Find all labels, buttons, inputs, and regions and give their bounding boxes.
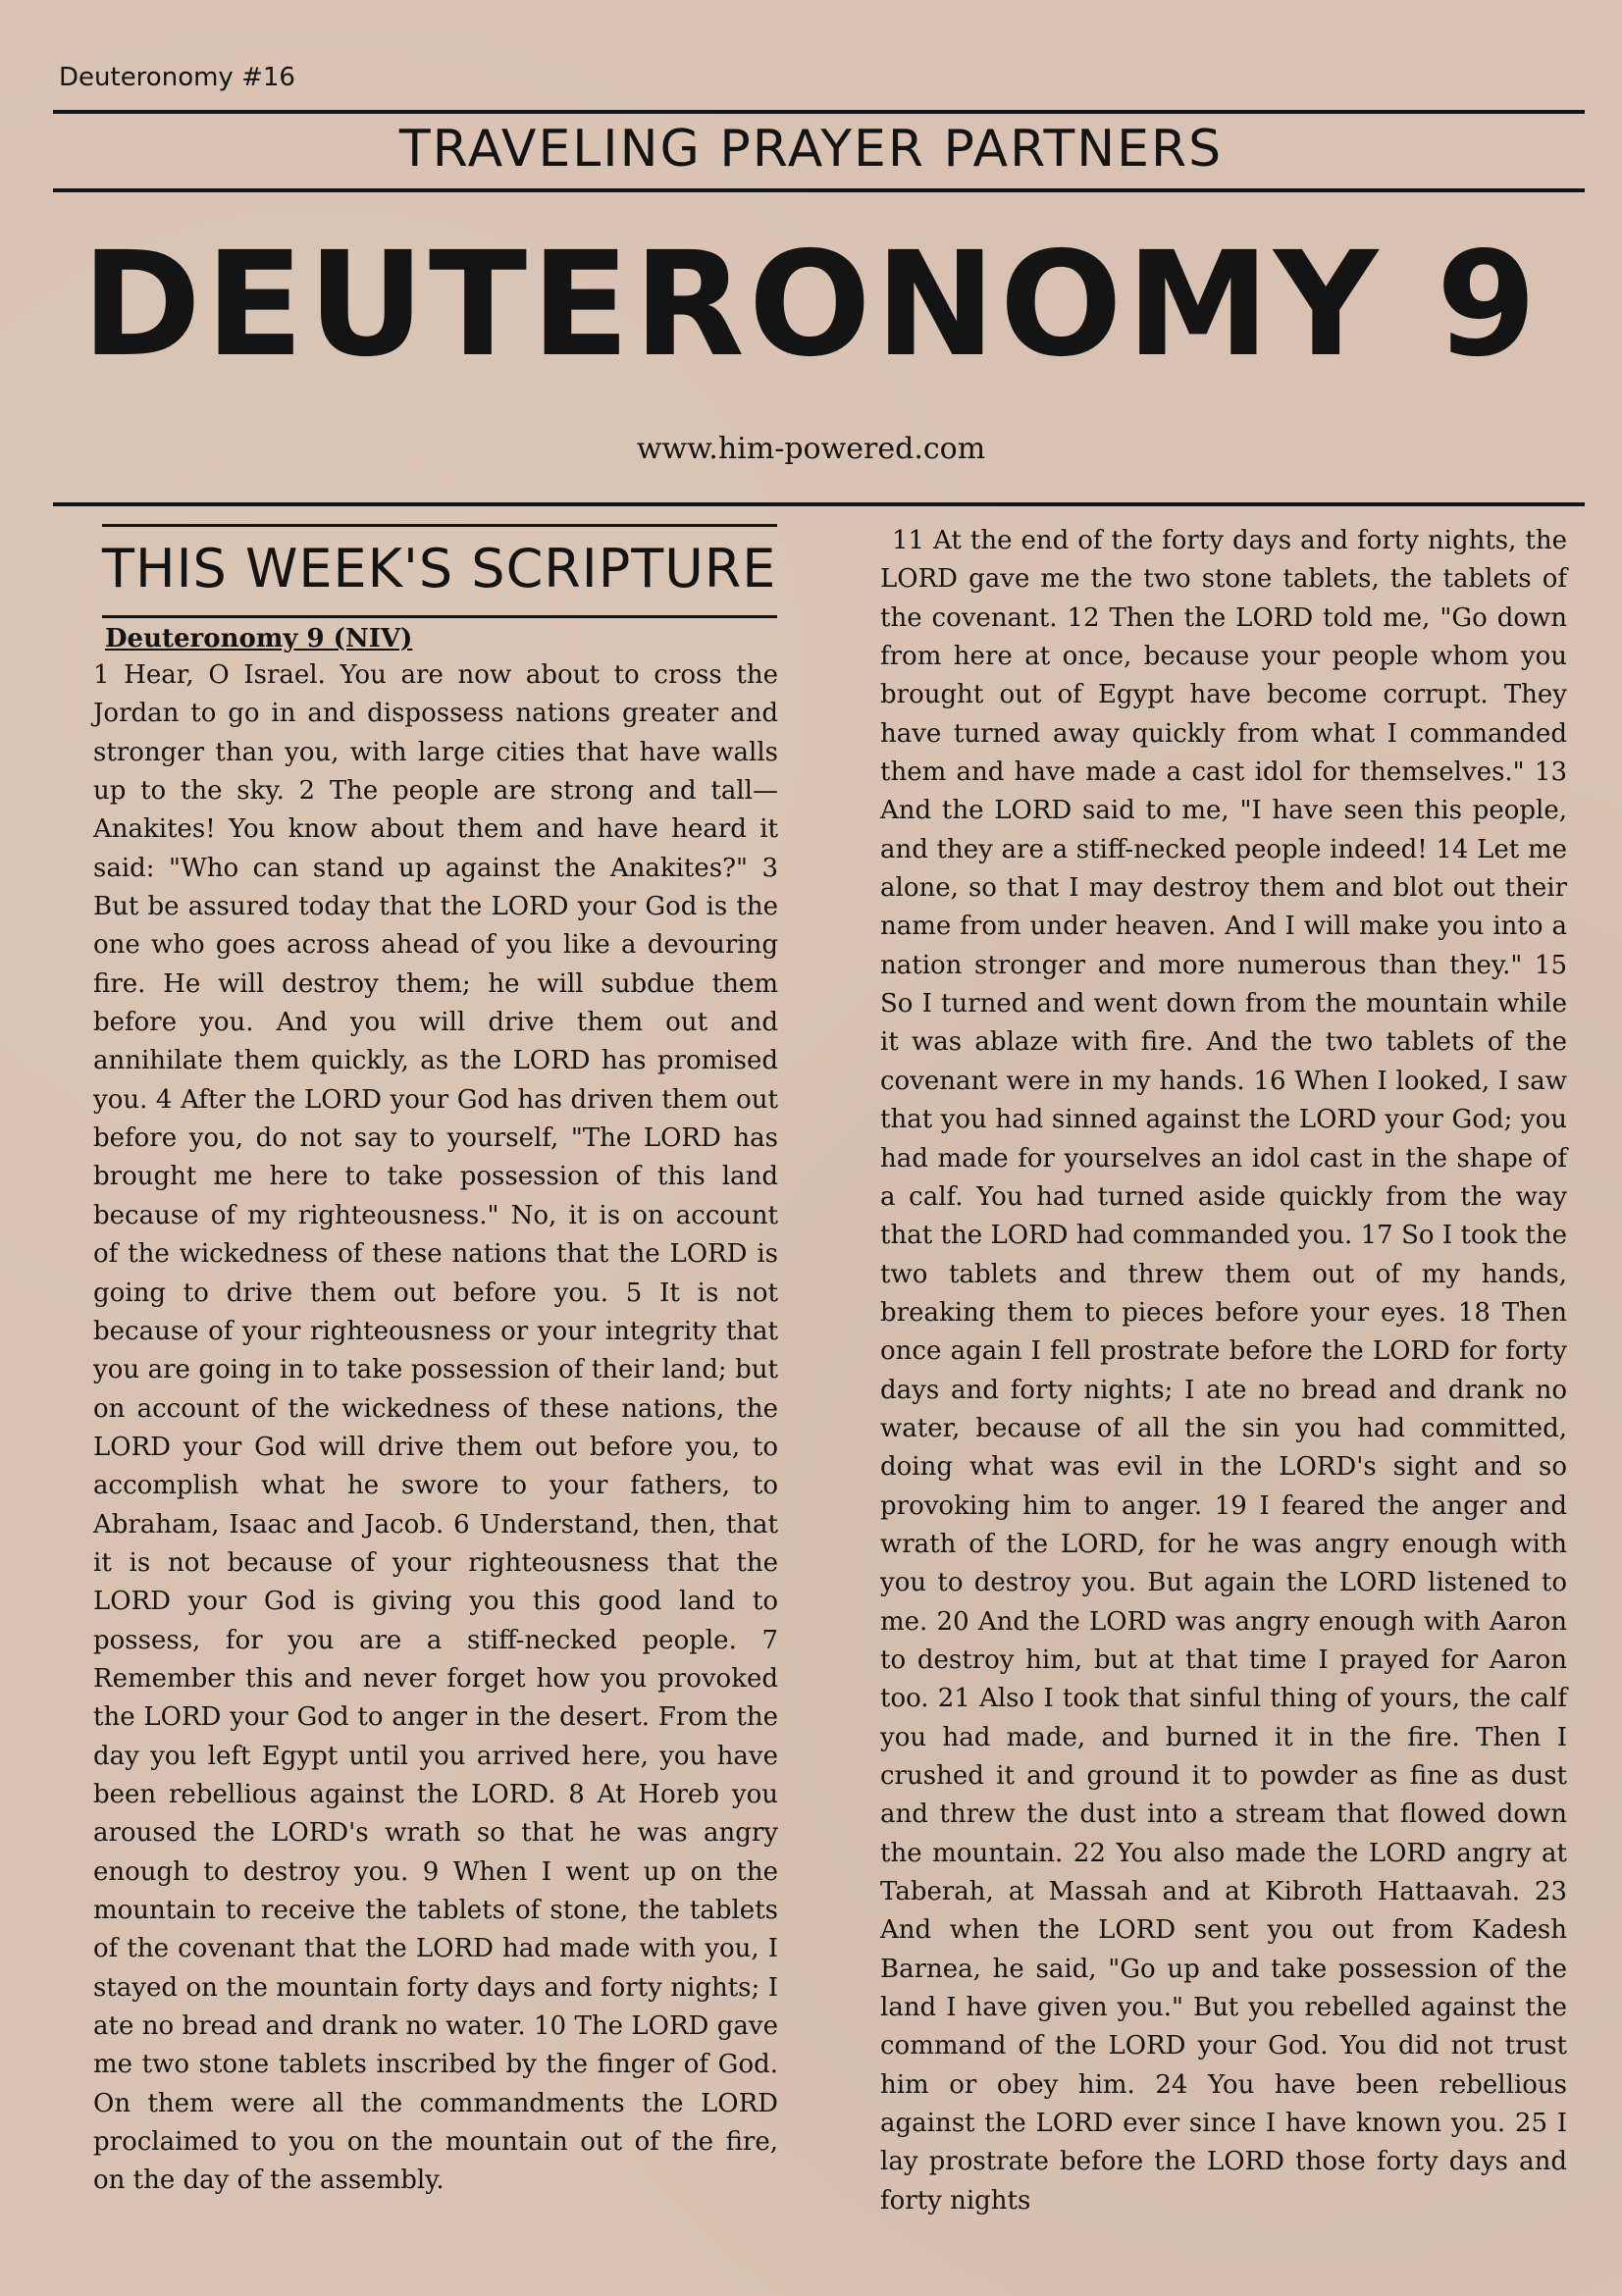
scripture-column-left: 1 Hear, O Israel. You are now about to cross the Jordan to go in and dispossess nations greater and stronger than you, with large cities that have walls up to the sky. 2 The people are strong and tall—Anakites! You know about them and have heard it said: "Who can stand up against the Anakites?" 3 But be assured today that the LORD your God is the one who goes across ahead of you like a devouring fire. He will destroy them; he will subdue them before you. And you will drive them out and annihilate them quickly, as the LORD has promised you. 4 After the LORD your God has driven them out before you, do not say to yourself, "The LORD has brought me here to take possession of this land because of my righteousness." No, it is on account of the wickedness of these nations that the LORD is going to drive them out before you. 5 It is not because of your righteousness or your integrity that you are going in to take possession of their land; but on account of the wickedness of these nations, the LORD your God will drive them out before you, to accomplish what he swore to your fathers, to Abraham, Isaac and Jacob. 6 Understand, then, that it is not because of your righteousness that the LORD your God is giving you this good land to possess, for you are a stiff-necked people. 7 Remember this and never forget how you provoked the LORD your God to anger in the desert. From the day you left Egypt until you arrived here, you have been rebellious against the LORD. 8 At Horeb you aroused the LORD's wrath so that he was angry enough to destroy you. 9 When I went up on the mountain to receive the tablets of stone, the tablets of the covenant that the LORD had made with you, I stayed on the mountain forty days and forty nights; I ate no bread and drank no water. 10 The LORD gave me two stone tablets inscribed by the finger of God. On them were all the commandments the LORD proclaimed to you on the mountain out of the fire, on the day of the assembly. — [93, 660, 778, 2196]
issue-label: Deuteronomy #16 — [59, 63, 295, 92]
page-title: DEUTERONOMY 9 — [81, 221, 1541, 389]
header-top-rule — [53, 110, 1585, 114]
section-heading-top-rule — [102, 524, 777, 527]
organization-name: TRAVELING PRAYER PARTNERS — [398, 120, 1224, 179]
section-heading: THIS WEEK'S SCRIPTURE — [102, 538, 777, 600]
section-heading-bottom-rule — [102, 615, 777, 618]
website-url: www.him-powered.com — [636, 432, 986, 466]
scripture-reference: Deuteronomy 9 (NIV) — [105, 624, 413, 653]
header-bottom-rule — [53, 502, 1585, 506]
scripture-column-right: 11 At the end of the forty days and forty nights, the LORD gave me the two stone tablets, the tablets of the covenant. 12 Then the LORD told me, "Go down from here at once, because your people whom you brought out of Egypt have become corrupt. They have turned away quickly from what I commanded them and have made a cast idol for themselves." 13 And the LORD said to me, "I have seen this people, and they are a stiff-necked people indeed! 14 Let me alone, so that I may destroy them and blot out their name from under heaven. And I will make you into a nation stronger and more numerous than they." 15 So I turned and went down from the mountain while it was ablaze with fire. And the two tablets of the covenant were in my hands. 16 When I looked, I saw that you had sinned against the LORD your God; you had made for yourselves an idol cast in the shape of a calf. You had turned aside quickly from the way that the LORD had commanded you. 17 So I took the two tablets and threw them out of my hands, breaking them to pieces before your eyes. 18 Then once again I fell prostrate before the LORD for forty days and forty nights; I ate no bread and drank no water, because of all the sin you had committed, doing what was evil in the LORD's sight and so provoking him to anger. 19 I feared the anger and wrath of the LORD, for he was angry enough with you to destroy you. But again the LORD listened to me. 20 And the LORD was angry enough with Aaron to destroy him, but at that time I prayed for Aaron too. 21 Also I took that sinful thing of yours, the calf you had made, and burned it in the fire. Then I crushed it and ground it to powder as fine as dust and threw the dust into a stream that flowed down the mountain. 22 You also made the LORD angry at Taberah, at Massah and at Kibroth Hattaavah. 23 And when the LORD sent you out from Kadesh Barnea, he said, "Go up and take possession of the land I have given you." But you rebelled against the command of the LORD your God. You did not trust him or obey him. 24 You have been rebellious against the LORD ever since I have known you. 25 I lay prostrate before the LORD those forty days and forty nights — [880, 526, 1567, 2216]
